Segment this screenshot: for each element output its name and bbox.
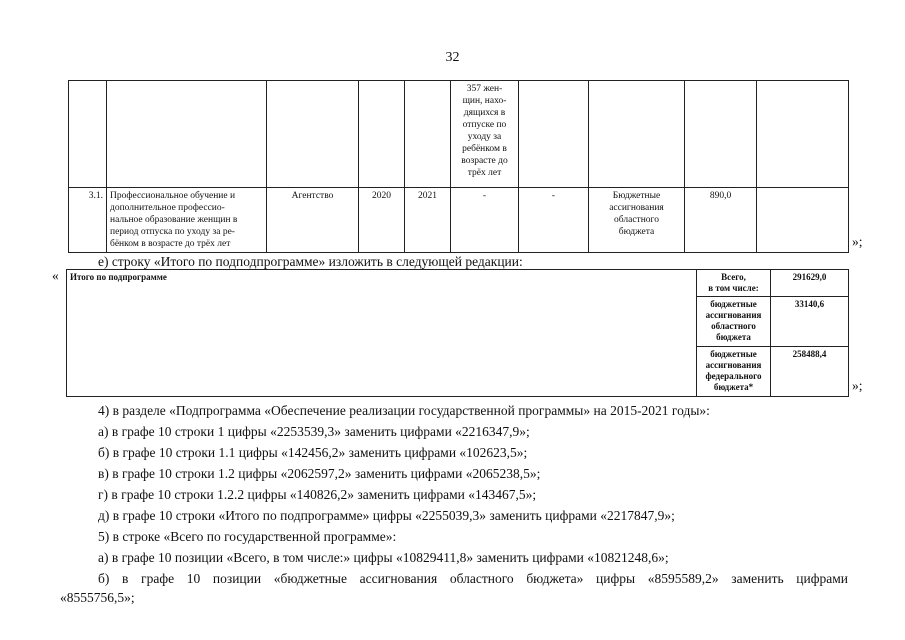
funding-source: Бюджетные ассигнования областного бюджета [589,188,685,253]
table-row [67,270,849,297]
paragraph: в) в графе 10 строки 1.2 цифры «2062597,2» заменить цифрами «2065238,5»; [98,466,541,481]
executor: Агентство [267,188,359,253]
amount: 291629,0 [771,270,849,297]
paragraph: б) в графе 10 позиции «бюджетные ассигнования областного бюджета» цифры «8595589,2» заменить цифрами [98,571,848,586]
amount: 258488,4 [771,347,849,397]
indicator: - [451,188,519,253]
funding-source: Всего, в том числе: [697,270,771,297]
table-row [69,188,849,253]
paragraph: «8555756,5»; [60,590,135,605]
total-label: Итого по подпрограмме [67,270,697,397]
program-table-fragment [68,80,849,253]
paragraph: 4) в разделе «Подпрограмма «Обеспечение реализации государственной программы» на 2015-2021 годы»: [98,403,710,418]
paragraph: д) в графе 10 строки «Итого по подпрограмме» цифры «2255039,3» заменить цифрами «2217847,9»; [98,508,675,523]
row-number: 3.1. [69,188,107,253]
paragraph: г) в графе 10 строки 1.2.2 цифры «140826,2» заменить цифрами «143467,5»; [98,487,537,502]
paragraph-e: е) строку «Итого по подподпрограмме» изложить в следующей редакции: [98,254,523,269]
amount: 890,0 [685,188,757,253]
table-row [69,81,849,188]
indicator-continuation-cell: 357 жен- щин, нахо- дящихся в отпуске по уходу за ребёнком в возрасте до трёх лет [451,81,519,188]
closing-quote: »; [852,234,863,249]
opening-quote: « [52,268,59,283]
paragraph: б) в графе 10 строки 1.1 цифры «142456,2» заменить цифрами «102623,5»; [98,445,528,460]
paragraph: а) в графе 10 строки 1 цифры «2253539,3» заменить цифрами «2216347,9»; [98,424,530,439]
paragraph: а) в графе 10 позиции «Всего, в том числе:» цифры «10829411,8» заменить цифрами «10821248,6»; [98,550,669,565]
activity-name: Профессиональное обучение и дополнительное профессио- нальное образование женщин в период отпуска по уходу за ре- бёнком в возрасте до трёх лет [107,188,267,253]
closing-quote: »; [852,378,863,393]
funding-source: бюджетные ассигнования областного бюджета [697,297,771,347]
end-year: 2021 [405,188,451,253]
subprogram-total-table [66,269,849,397]
paragraph: 5) в строке «Всего по государственной программе»: [98,529,397,544]
start-year: 2020 [359,188,405,253]
indicator-value: - [519,188,589,253]
amount: 33140,6 [771,297,849,347]
funding-source: бюджетные ассигнования федерального бюджета* [697,347,771,397]
page-number: 32 [445,50,460,65]
